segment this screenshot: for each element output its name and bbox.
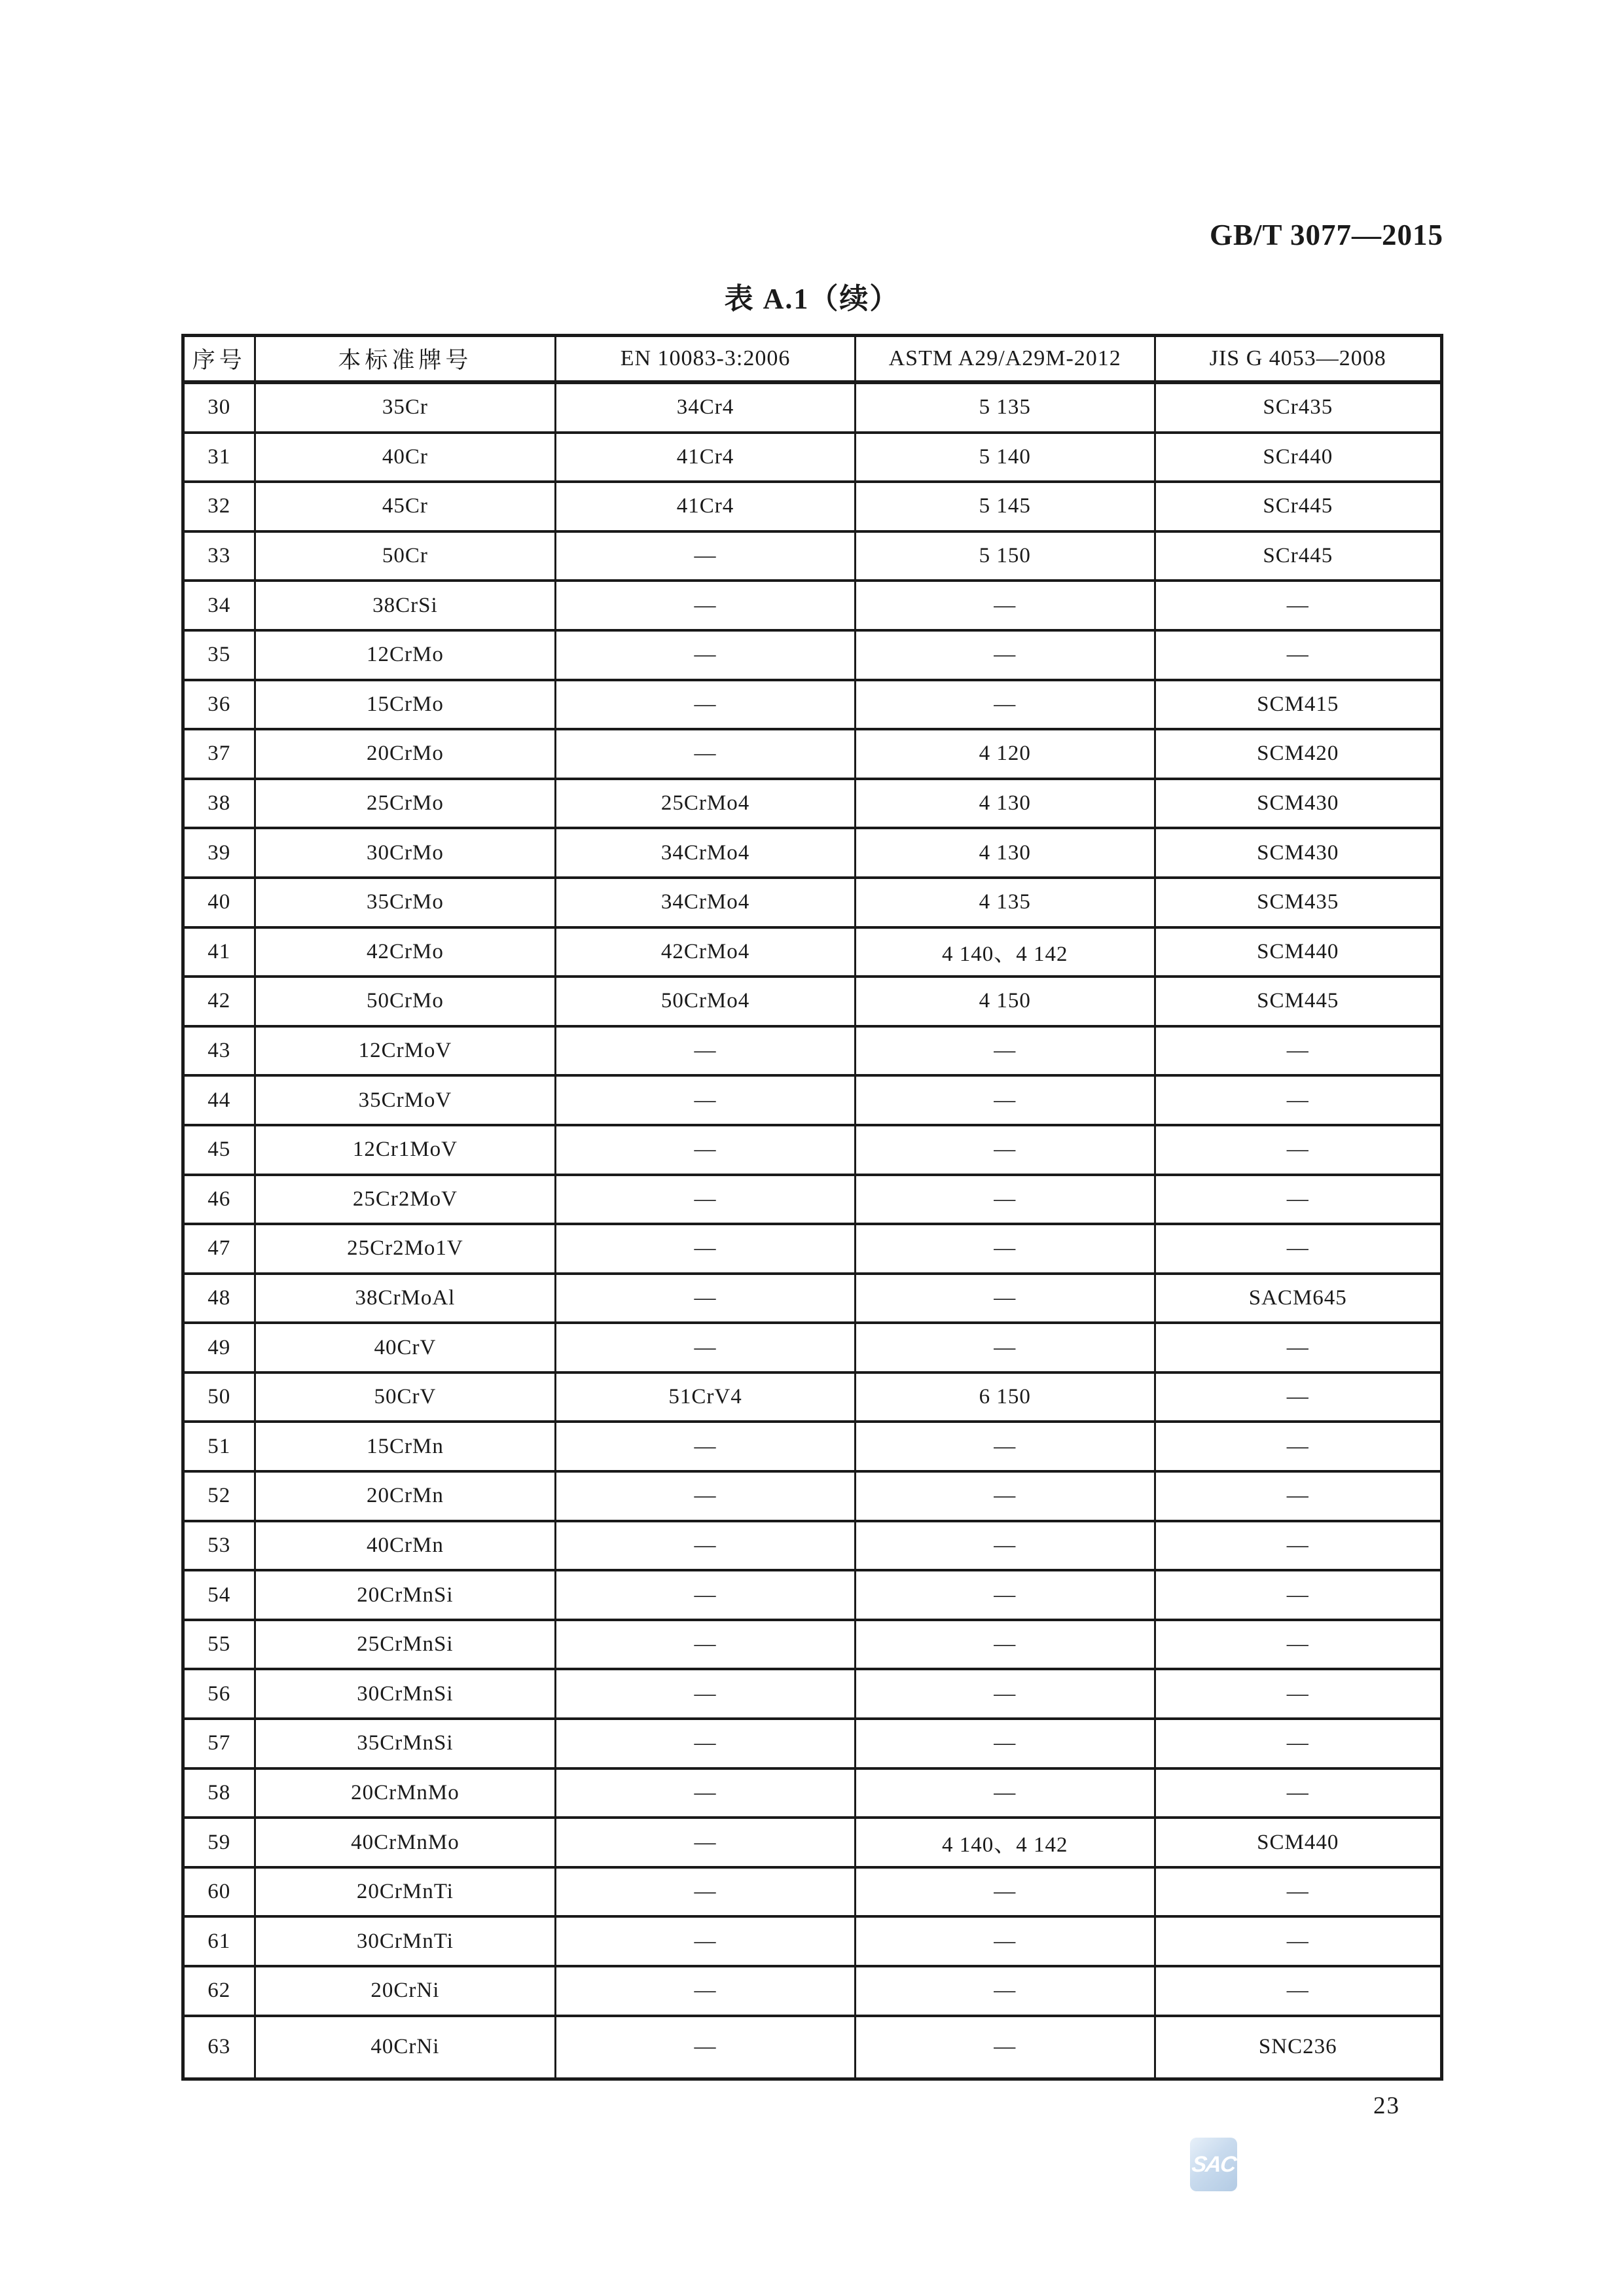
table-cell: 49: [183, 1323, 255, 1372]
table-cell: —: [855, 1669, 1155, 1719]
table-row: [183, 482, 1442, 531]
table-cell: 50Cr: [255, 531, 556, 581]
table-cell: —: [855, 1620, 1155, 1670]
table-cell: 25CrMo: [255, 779, 556, 829]
table-cell: 25CrMo4: [556, 779, 856, 829]
table-cell: 56: [183, 1669, 255, 1719]
table-cell: —: [1155, 1916, 1441, 1966]
table-cell: —: [1155, 1224, 1441, 1274]
table-cell: 38CrMoAl: [255, 1274, 556, 1323]
table-cell: 45Cr: [255, 482, 556, 531]
table-cell: —: [1155, 1719, 1441, 1768]
table-cell: SCM445: [1155, 977, 1441, 1026]
table-body: [183, 382, 1442, 2079]
table-cell: —: [1155, 1570, 1441, 1620]
table-cell: 4 150: [855, 977, 1155, 1026]
table-cell: —: [556, 1471, 856, 1521]
table-cell: —: [855, 1768, 1155, 1818]
table-cell: —: [1155, 1422, 1441, 1471]
table-cell: —: [556, 581, 856, 630]
table-cell: SCM430: [1155, 779, 1441, 829]
table-cell: 60: [183, 1867, 255, 1917]
table-cell: 45: [183, 1125, 255, 1175]
table-cell: —: [1155, 1669, 1441, 1719]
table-row: [183, 1471, 1442, 1521]
table-cell: —: [1155, 1372, 1441, 1422]
table-cell: 35CrMoV: [255, 1075, 556, 1125]
column-header-index: 序号: [183, 336, 255, 383]
table-cell: 47: [183, 1224, 255, 1274]
column-header-gb-grade: 本标准牌号: [255, 336, 556, 383]
table-cell: 34: [183, 581, 255, 630]
table-row: [183, 977, 1442, 1026]
table-cell: SCM440: [1155, 1818, 1441, 1867]
table-cell: —: [556, 1966, 856, 2016]
table-row: [183, 1719, 1442, 1768]
table-cell: —: [1155, 1620, 1441, 1670]
table-cell: —: [855, 1125, 1155, 1175]
table-row: [183, 1521, 1442, 1571]
table-cell: 38: [183, 779, 255, 829]
table-cell: —: [855, 1422, 1155, 1471]
table-cell: 50: [183, 1372, 255, 1422]
table-cell: —: [556, 1570, 856, 1620]
table-cell: 20CrMnSi: [255, 1570, 556, 1620]
table-cell: 20CrMo: [255, 729, 556, 779]
table-cell: 40CrMn: [255, 1521, 556, 1571]
table-cell: —: [1155, 630, 1441, 680]
table-cell: —: [855, 1224, 1155, 1274]
column-header-astm: ASTM A29/A29M-2012: [855, 336, 1155, 383]
table-cell: 15CrMo: [255, 680, 556, 730]
table-cell: SCM435: [1155, 878, 1441, 927]
table-cell: —: [556, 2016, 856, 2079]
table-cell: —: [556, 1620, 856, 1670]
table-cell: SACM645: [1155, 1274, 1441, 1323]
sac-watermark-logo: [1190, 2138, 1237, 2191]
table-row: [183, 1966, 1442, 2016]
page-number: 23: [1373, 2092, 1400, 2119]
table-cell: SCr440: [1155, 433, 1441, 482]
table-cell: 39: [183, 828, 255, 878]
table-cell: —: [1155, 1175, 1441, 1225]
table-cell: 40CrMnMo: [255, 1818, 556, 1867]
table-cell: SCM420: [1155, 729, 1441, 779]
table-cell: —: [855, 1175, 1155, 1225]
table-cell: SCr445: [1155, 482, 1441, 531]
table-title: 表 A.1（续）: [724, 283, 900, 315]
table-cell: 30CrMnTi: [255, 1916, 556, 1966]
table-cell: 12CrMoV: [255, 1026, 556, 1076]
table-cell: —: [855, 1521, 1155, 1571]
table-cell: —: [1155, 1125, 1441, 1175]
table-cell: —: [855, 1026, 1155, 1076]
table-cell: 5 140: [855, 433, 1155, 482]
table-cell: 5 135: [855, 382, 1155, 433]
table-cell: —: [1155, 581, 1441, 630]
table-cell: 20CrMnTi: [255, 1867, 556, 1917]
table-cell: 40: [183, 878, 255, 927]
table-cell: —: [1155, 1026, 1441, 1076]
table-cell: —: [556, 1521, 856, 1571]
table-cell: 50CrMo4: [556, 977, 856, 1026]
table-row: [183, 927, 1442, 977]
grade-cross-reference-table: [181, 334, 1443, 2081]
table-cell: —: [855, 1323, 1155, 1372]
table-cell: —: [556, 729, 856, 779]
table-cell: —: [855, 1471, 1155, 1521]
table-cell: —: [1155, 1966, 1441, 2016]
table-cell: —: [556, 1274, 856, 1323]
table-row: [183, 878, 1442, 927]
table-cell: 34Cr4: [556, 382, 856, 433]
table-cell: 35CrMnSi: [255, 1719, 556, 1768]
table-cell: 36: [183, 680, 255, 730]
table-cell: —: [855, 1075, 1155, 1125]
table-cell: 37: [183, 729, 255, 779]
table-cell: 42: [183, 977, 255, 1026]
table-row: [183, 1224, 1442, 1274]
table-cell: 57: [183, 1719, 255, 1768]
table-cell: 12CrMo: [255, 630, 556, 680]
table-cell: SCM415: [1155, 680, 1441, 730]
table-cell: 6 150: [855, 1372, 1155, 1422]
table-row: [183, 1867, 1442, 1917]
table-cell: SNC236: [1155, 2016, 1441, 2079]
table-cell: SCr445: [1155, 531, 1441, 581]
table-cell: 58: [183, 1768, 255, 1818]
table-cell: 32: [183, 482, 255, 531]
table-row: [183, 433, 1442, 482]
table-cell: 5 150: [855, 531, 1155, 581]
table-cell: —: [855, 630, 1155, 680]
table-cell: 35Cr: [255, 382, 556, 433]
table-cell: 20CrMn: [255, 1471, 556, 1521]
table-row: [183, 1323, 1442, 1372]
table-cell: 4 140、4 142: [855, 1818, 1155, 1867]
table-cell: —: [556, 680, 856, 730]
table-cell: SCM440: [1155, 927, 1441, 977]
table-cell: 41Cr4: [556, 482, 856, 531]
table-cell: 25CrMnSi: [255, 1620, 556, 1670]
table-cell: 46: [183, 1175, 255, 1225]
table-cell: 62: [183, 1966, 255, 2016]
table-cell: —: [1155, 1867, 1441, 1917]
table-cell: 4 130: [855, 779, 1155, 829]
table-cell: —: [556, 1125, 856, 1175]
table-cell: 15CrMn: [255, 1422, 556, 1471]
table-cell: —: [1155, 1521, 1441, 1571]
table-cell: 38CrSi: [255, 581, 556, 630]
table-row: [183, 1026, 1442, 1076]
table-cell: —: [855, 1274, 1155, 1323]
table-cell: 20CrMnMo: [255, 1768, 556, 1818]
table-cell: 53: [183, 1521, 255, 1571]
table-cell: —: [855, 1570, 1155, 1620]
table-row: [183, 1669, 1442, 1719]
table-cell: 61: [183, 1916, 255, 1966]
table-row: [183, 1175, 1442, 1225]
table-cell: —: [1155, 1075, 1441, 1125]
table-cell: 20CrNi: [255, 1966, 556, 2016]
table-cell: 55: [183, 1620, 255, 1670]
table-cell: 43: [183, 1026, 255, 1076]
table-cell: 54: [183, 1570, 255, 1620]
table-cell: 51CrV4: [556, 1372, 856, 1422]
table-cell: 42CrMo: [255, 927, 556, 977]
table-row: [183, 1422, 1442, 1471]
table-row: [183, 1818, 1442, 1867]
table-cell: 40CrNi: [255, 2016, 556, 2079]
table-row: [183, 630, 1442, 680]
table-cell: 48: [183, 1274, 255, 1323]
table-row: [183, 1916, 1442, 1966]
table-cell: 50CrV: [255, 1372, 556, 1422]
table-cell: 30: [183, 382, 255, 433]
table-row: [183, 531, 1442, 581]
column-header-en: EN 10083-3:2006: [556, 336, 856, 383]
table-cell: —: [855, 2016, 1155, 2079]
table-cell: —: [556, 1916, 856, 1966]
table-cell: 25Cr2Mo1V: [255, 1224, 556, 1274]
table-cell: —: [556, 1026, 856, 1076]
table-cell: —: [1155, 1471, 1441, 1521]
column-header-jis: JIS G 4053—2008: [1155, 336, 1441, 383]
table-row: [183, 2016, 1442, 2079]
table-cell: 34CrMo4: [556, 828, 856, 878]
table-row: [183, 581, 1442, 630]
table-row: [183, 1620, 1442, 1670]
table-cell: 4 140、4 142: [855, 927, 1155, 977]
table-cell: 12Cr1MoV: [255, 1125, 556, 1175]
table-cell: —: [556, 1075, 856, 1125]
table-cell: SCM430: [1155, 828, 1441, 878]
table-row: [183, 1274, 1442, 1323]
table-row: [183, 1768, 1442, 1818]
table-cell: 41: [183, 927, 255, 977]
table-cell: 35: [183, 630, 255, 680]
table-cell: —: [556, 1719, 856, 1768]
table-cell: 33: [183, 531, 255, 581]
table-cell: —: [556, 1422, 856, 1471]
table-row: [183, 1075, 1442, 1125]
doc-code: GB/T 3077—2015: [1210, 219, 1443, 251]
table-row: [183, 779, 1442, 829]
table-cell: —: [855, 1916, 1155, 1966]
table-cell: 4 135: [855, 878, 1155, 927]
table-cell: 4 120: [855, 729, 1155, 779]
table-cell: —: [556, 1768, 856, 1818]
table-row: [183, 1372, 1442, 1422]
table-cell: 59: [183, 1818, 255, 1867]
table-cell: —: [1155, 1768, 1441, 1818]
table-cell: 25Cr2MoV: [255, 1175, 556, 1225]
table-cell: 41Cr4: [556, 433, 856, 482]
table-cell: 4 130: [855, 828, 1155, 878]
table-cell: —: [855, 1719, 1155, 1768]
table-cell: —: [855, 680, 1155, 730]
table-cell: —: [855, 1966, 1155, 2016]
table-cell: 40CrV: [255, 1323, 556, 1372]
table-cell: —: [556, 1224, 856, 1274]
table-row: [183, 1125, 1442, 1175]
table-cell: 30CrMnSi: [255, 1669, 556, 1719]
table-cell: 63: [183, 2016, 255, 2079]
table-cell: 51: [183, 1422, 255, 1471]
table-cell: 31: [183, 433, 255, 482]
table-row: [183, 680, 1442, 730]
table-cell: 50CrMo: [255, 977, 556, 1026]
table-header-row: [183, 336, 1442, 383]
table-cell: 5 145: [855, 482, 1155, 531]
table-cell: —: [556, 1669, 856, 1719]
table-row: [183, 729, 1442, 779]
table-cell: 34CrMo4: [556, 878, 856, 927]
table-cell: SCr435: [1155, 382, 1441, 433]
table-cell: 40Cr: [255, 433, 556, 482]
table-cell: —: [556, 630, 856, 680]
table-cell: —: [855, 1867, 1155, 1917]
table-cell: —: [855, 581, 1155, 630]
table-row: [183, 828, 1442, 878]
table-cell: —: [556, 1323, 856, 1372]
sac-logo-text: SAC: [1190, 2151, 1237, 2177]
table-cell: —: [556, 1175, 856, 1225]
table-cell: —: [556, 1867, 856, 1917]
table-cell: 30CrMo: [255, 828, 556, 878]
table-cell: 44: [183, 1075, 255, 1125]
table-cell: —: [556, 531, 856, 581]
table-cell: —: [1155, 1323, 1441, 1372]
table-cell: 42CrMo4: [556, 927, 856, 977]
table-row: [183, 382, 1442, 433]
table-cell: 52: [183, 1471, 255, 1521]
table-row: [183, 1570, 1442, 1620]
table-cell: —: [556, 1818, 856, 1867]
table-cell: 35CrMo: [255, 878, 556, 927]
